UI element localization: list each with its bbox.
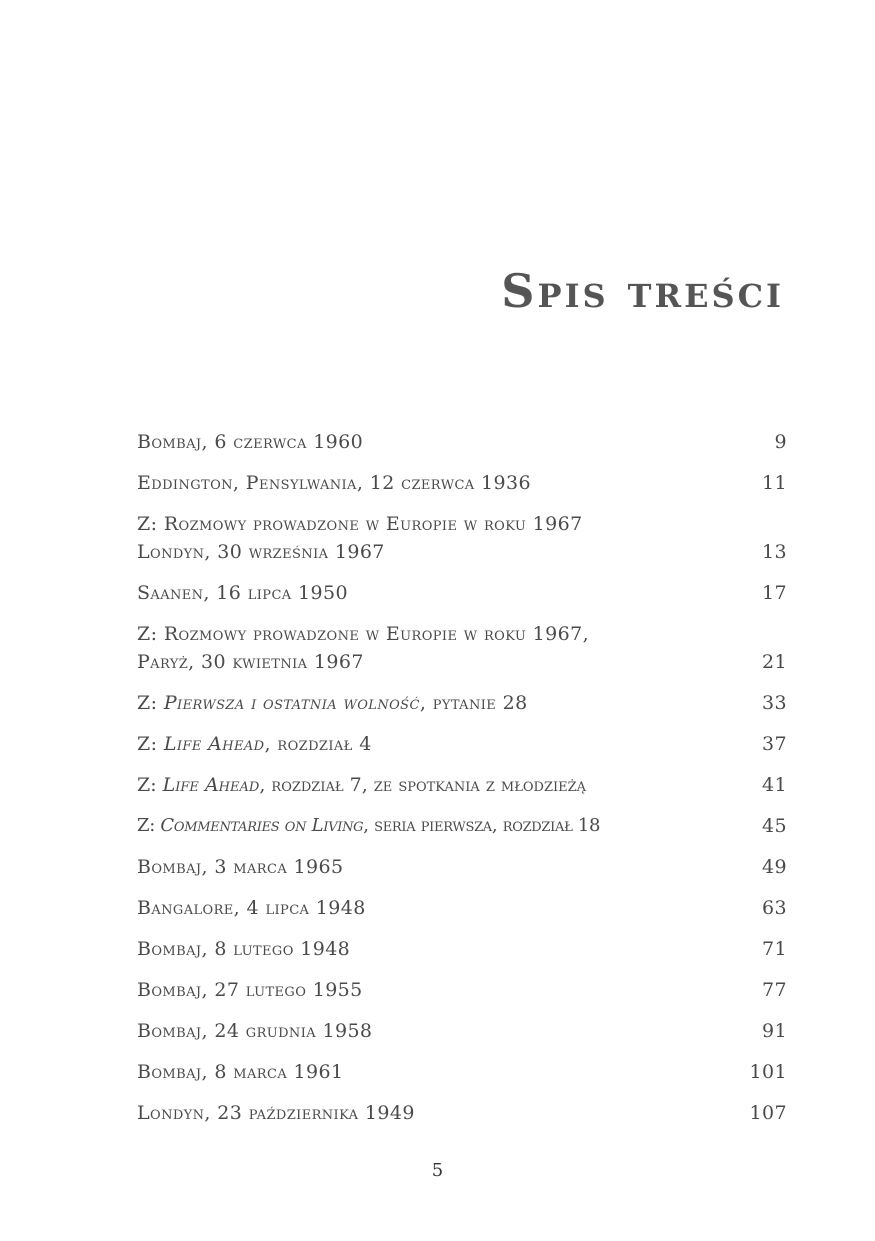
toc-entry-title bbox=[137, 1058, 747, 1086]
toc-entry-page: 9 bbox=[774, 431, 787, 453]
toc-entry bbox=[137, 510, 787, 566]
toc-entry-line: Z: Rozmowy prowadzone w Europie w roku 1967, bbox=[137, 623, 590, 645]
toc-entry bbox=[137, 1099, 787, 1127]
toc-entry-suffix: , rozdział 7, ze spotkania z młodzieżą bbox=[259, 774, 587, 796]
toc-entry-page: 37 bbox=[762, 733, 787, 755]
toc-entry bbox=[137, 730, 787, 758]
toc-entry bbox=[137, 853, 787, 881]
toc-entry-title bbox=[137, 1017, 747, 1045]
toc-entry-suffix: , pytanie 28 bbox=[419, 692, 528, 714]
toc-entry bbox=[137, 579, 787, 607]
toc-entry-prefix: Z: bbox=[137, 774, 163, 796]
toc-entry-page: 41 bbox=[762, 774, 787, 796]
toc-entry-prefix: Z: bbox=[137, 815, 161, 836]
toc-entry-title bbox=[137, 853, 747, 881]
toc-entry bbox=[137, 1017, 787, 1045]
toc-entry-title bbox=[137, 935, 747, 963]
page-title: Spis treści bbox=[501, 264, 784, 318]
toc-entry-line: Saanen, 16 lipca 1950 bbox=[137, 582, 348, 604]
table-of-contents bbox=[137, 428, 787, 1140]
toc-entry bbox=[137, 812, 787, 840]
toc-entry bbox=[137, 976, 787, 1004]
toc-entry-title bbox=[137, 976, 747, 1004]
toc-entry-page: 11 bbox=[762, 472, 787, 494]
toc-entry-title bbox=[137, 428, 747, 456]
toc-entry-line: Bombaj, 6 czerwca 1960 bbox=[137, 431, 364, 453]
toc-entry-page: 45 bbox=[762, 815, 787, 837]
toc-entry-line: Eddington, Pensylwania, 12 czerwca 1936 bbox=[137, 472, 531, 494]
toc-entry-page: 101 bbox=[749, 1061, 787, 1083]
toc-entry-page: 63 bbox=[762, 897, 787, 919]
toc-entry-page: 91 bbox=[762, 1020, 787, 1042]
toc-entry-line: Paryż, 30 kwietnia 1967 bbox=[137, 651, 364, 673]
toc-entry bbox=[137, 1058, 787, 1086]
toc-entry-line: Bombaj, 8 marca 1961 bbox=[137, 1061, 344, 1083]
toc-entry-title bbox=[137, 689, 747, 717]
toc-entry-title bbox=[137, 510, 747, 566]
toc-entry-book-title: Life Ahead bbox=[163, 733, 265, 755]
toc-entry-title bbox=[137, 894, 747, 922]
toc-entry-line: Londyn, 23 października 1949 bbox=[137, 1102, 415, 1124]
toc-entry-page: 33 bbox=[762, 692, 787, 714]
toc-entry-line: Bombaj, 27 lutego 1955 bbox=[137, 979, 363, 1001]
toc-entry-title bbox=[137, 620, 747, 676]
toc-entry-prefix: Z: bbox=[137, 733, 164, 755]
toc-entry-page: 49 bbox=[762, 856, 787, 878]
toc-entry-title bbox=[137, 771, 747, 799]
toc-entry-page: 17 bbox=[762, 582, 787, 604]
toc-entry-suffix: , rozdział 4 bbox=[264, 733, 372, 755]
toc-entry-line: Bombaj, 3 marca 1965 bbox=[137, 856, 344, 878]
toc-entry bbox=[137, 620, 787, 676]
toc-entry-title bbox=[137, 1099, 747, 1127]
toc-entry-page: 77 bbox=[762, 979, 787, 1001]
toc-entry bbox=[137, 428, 787, 456]
toc-entry-suffix: , seria pierwsza, rozdział 18 bbox=[363, 815, 601, 836]
toc-entry-page: 13 bbox=[762, 541, 787, 563]
toc-entry bbox=[137, 935, 787, 963]
toc-entry-line: Z: Rozmowy prowadzone w Europie w roku 1967 bbox=[137, 513, 583, 535]
toc-entry-line: Bombaj, 8 lutego 1948 bbox=[137, 938, 351, 960]
toc-entry-book-title: Commentaries on Living bbox=[160, 815, 364, 836]
toc-entry-line: Bangalore, 4 lipca 1948 bbox=[137, 897, 366, 919]
page-number: 5 bbox=[431, 1160, 444, 1181]
toc-entry-title bbox=[137, 730, 747, 758]
toc-entry-page: 107 bbox=[749, 1102, 787, 1124]
toc-entry-line: Bombaj, 24 grudnia 1958 bbox=[137, 1020, 373, 1042]
toc-entry-title bbox=[137, 579, 747, 607]
toc-entry bbox=[137, 771, 787, 799]
toc-entry-book-title: Pierwsza i ostatnia wolność bbox=[163, 692, 420, 714]
toc-entry bbox=[137, 469, 787, 497]
toc-entry-line: Londyn, 30 września 1967 bbox=[137, 541, 385, 563]
toc-entry-book-title: Life Ahead bbox=[162, 774, 260, 796]
toc-entry-page: 71 bbox=[762, 938, 787, 960]
toc-entry-title bbox=[137, 469, 747, 497]
toc-entry bbox=[137, 689, 787, 717]
toc-entry bbox=[137, 894, 787, 922]
toc-entry-title bbox=[137, 812, 747, 840]
toc-entry-prefix: Z: bbox=[137, 692, 164, 714]
toc-entry-page: 21 bbox=[762, 651, 787, 673]
